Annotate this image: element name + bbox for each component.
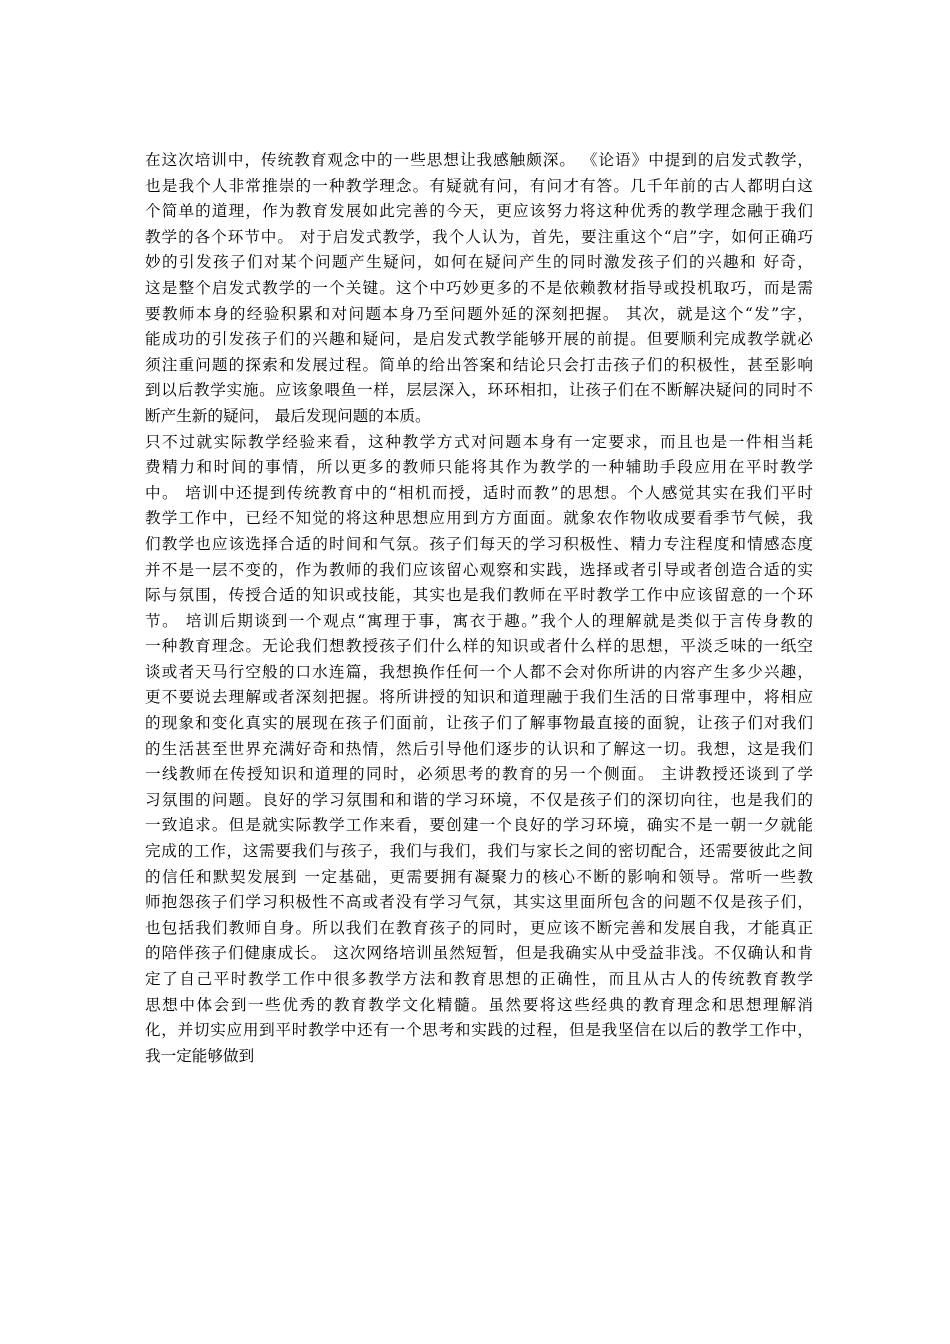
text-line: 一线教师在传授知识和道理的同时，必须思考的教育的另一个侧面。 主讲教授还谈到了学	[145, 765, 813, 784]
text-line: 更不要说去理解或者深刻把握。将所讲授的知识和道理融于我们生活的日常事理中，将相应	[145, 688, 813, 707]
text-line: 中。 培训中还提到传统教育中的“相机而授，适时而教”的思想。个人感觉其实在我们平时	[145, 483, 813, 502]
text-line: 须注重问题的探索和发展过程。简单的给出答案和结论只会打击孩子们的积极性，甚至影响	[145, 355, 813, 374]
text-line: 也包括我们教师自身。所以我们在教育孩子的同时，更应该不断完善和发展自我，才能真正	[145, 918, 813, 937]
text-line: 教学的各个环节中。 对于启发式教学，我个人认为，首先，要注重这个“启”字，如何正确巧	[145, 227, 813, 246]
text-line: 的生活甚至世界充满好奇和热情，然后引导他们逐步的认识和了解这一切。我想，这是我们	[145, 739, 813, 758]
text-line: 妙的引发孩子们对某个问题产生疑问，如何在疑问产生的同时激发孩子们的兴趣和 好奇，	[145, 253, 813, 272]
text-line: 的陪伴孩子们健康成长。 这次网络培训虽然短暂，但是我确实从中受益非浅。不仅确认和肯	[145, 944, 813, 963]
text-line: 在这次培训中，传统教育观念中的一些思想让我感触颇深。 《论语》中提到的启发式教学，	[145, 151, 813, 169]
text-line: 到以后教学实施。应该象喂鱼一样，层层深入，环环相扣，让孩子们在不断解决疑问的同时不	[145, 381, 813, 400]
text-line: 师抱怨孩子们学习积极性不高或者没有学习气氛，其实这里面所包含的问题不仅是孩子们，	[145, 893, 813, 912]
text-line: 的现象和变化真实的展现在孩子们面前，让孩子们了解事物最直接的面貌，让孩子们对我们	[145, 714, 813, 733]
text-line: 一致追求。但是就实际教学工作来看，要创建一个良好的学习环境，确实不是一朝一夕就能	[145, 816, 813, 835]
text-line: 化，并切实应用到平时教学中还有一个思考和实践的过程，但是我坚信在以后的教学工作中，	[145, 1021, 813, 1040]
text-line: 并不是一层不变的，作为教师的我们应该留心观察和实践，选择或者引导或者创造合适的实	[145, 560, 813, 579]
text-line: 定了自己平时教学工作中很多教学方法和教育思想的正确性，而且从古人的传统教育教学	[145, 970, 813, 988]
text-line: 这是整个启发式教学的一个关键。这个中巧妙更多的不是依赖教材指导或投机取巧，而是需	[145, 278, 813, 297]
text-line: 际与氛围，传授合适的知识或技能，其实也是我们教师在平时教学工作中应该留意的一个环	[145, 586, 813, 605]
text-line: 也是我个人非常推崇的一种教学理念。有疑就有问，有问才有答。几千年前的古人都明白这	[145, 176, 813, 195]
text-line: 要教师本身的经验积累和对问题本身乃至问题外延的深刻把握。 其次，就是这个“发”字，	[145, 304, 813, 323]
text-line: 一种教育理念。无论我们想教授孩子们什么样的知识或者什么样的思想，平淡乏味的一纸空	[145, 637, 813, 656]
text-line: 教学工作中，已经不知觉的将这种思想应用到方方面面。就象农作物收成要看季节气候，我	[145, 509, 813, 528]
text-line: 费精力和时间的事情，所以更多的教师只能将其作为教学的一种辅助手段应用在平时教学	[145, 458, 813, 477]
body-text	[145, 148, 813, 1069]
text-line: 的信任和默契发展到 一定基础，更需要拥有凝聚力的核心不断的影响和领导。常听一些教	[145, 867, 813, 886]
text-line: 能成功的引发孩子们的兴趣和疑问，是启发式教学能够开展的前提。但要顺利完成教学就必	[145, 330, 813, 349]
text-line: 断产生新的疑问， 最后发现问题的本质。	[145, 406, 431, 425]
text-line: 们教学也应该选择合适的时间和气氛。孩子们每天的学习积极性、精力专注程度和情感态度	[145, 534, 813, 553]
text-line: 节。 培训后期谈到一个观点“寓理于事，寓衣于趣。”我个人的理解就是类似于言传身教的	[145, 611, 813, 630]
text-line: 谈或者天马行空般的口水连篇，我想换作任何一个人都不会对你所讲的内容产生多少兴趣，	[145, 662, 813, 681]
text-line: 只不过就实际教学经验来看，这种教学方式对问题本身有一定要求，而且也是一件相当耗	[145, 432, 813, 451]
text-line: 习氛围的问题。良好的学习氛围和和谐的学习环境，不仅是孩子们的深切向往，也是我们的	[145, 790, 813, 809]
text-line: 我一定能够做到	[145, 1046, 255, 1065]
text-line: 完成的工作，这需要我们与孩子，我们与我们，我们与家长之间的密切配合，还需要彼此之间	[145, 842, 813, 861]
text-line: 思想中体会到一些优秀的教育教学文化精髓。虽然要将这些经典的教育理念和思想理解消	[145, 995, 813, 1014]
text-line: 个简单的道理，作为教育发展如此完善的今天，更应该努力将这种优秀的教学理念融于我们	[145, 202, 813, 221]
